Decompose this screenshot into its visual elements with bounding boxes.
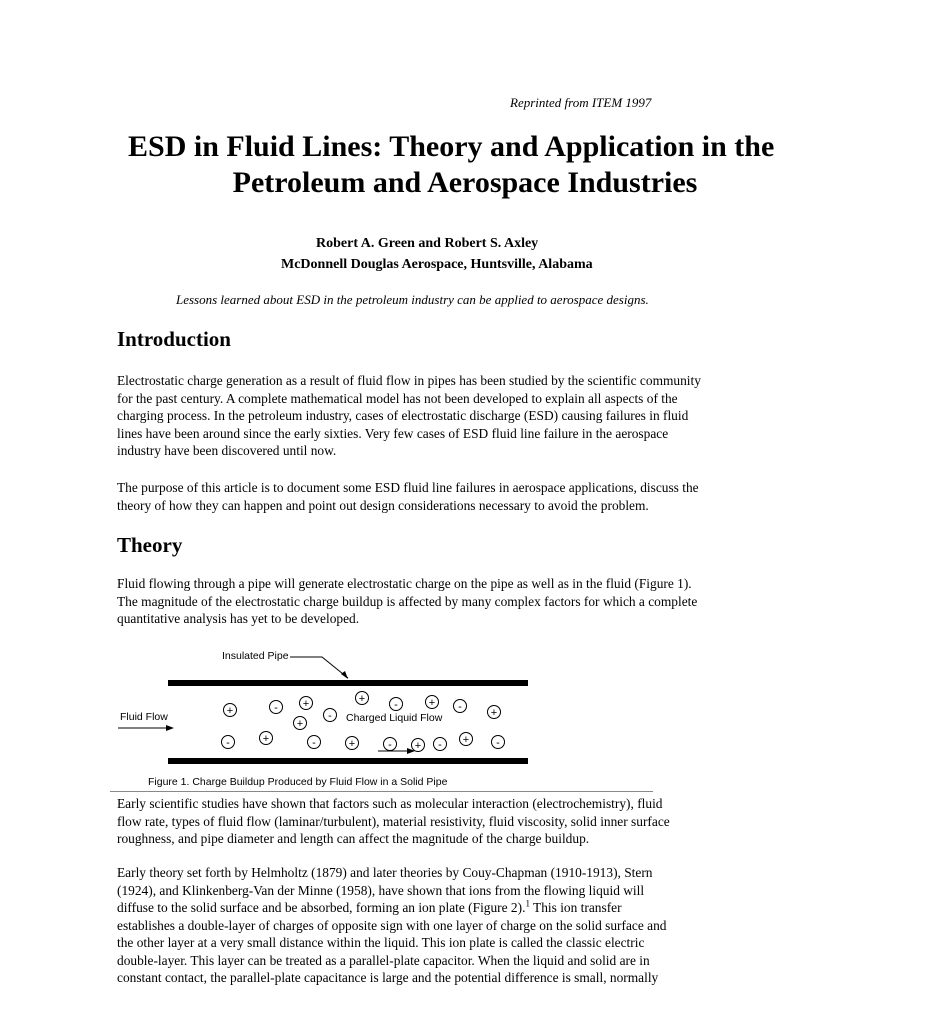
footnote-ref[interactable]: 1 [525, 898, 530, 909]
theory-paragraph-3 [117, 864, 817, 987]
text-segment: diffuse to the solid surface and be absorbed, forming an ion plate (Figure 2). [117, 900, 526, 915]
text-line: charging process. In the petroleum industry, cases of electrostatic discharge (ESD) causing failures in fluid [117, 408, 689, 423]
text-line: The magnitude of the electrostatic charge buildup is affected by many complex factors for which a complete [117, 593, 698, 609]
pipe-top-wall [168, 680, 528, 686]
pipe-bottom-wall [168, 758, 528, 764]
figure-1-diagram [110, 650, 570, 795]
text-line: double-layer. This layer can be treated as a parallel-plate capacitor. When the liquid and solid are in [117, 952, 650, 968]
reprint-note: Reprinted from ITEM 1997 [510, 95, 652, 110]
plus-sign: + [226, 705, 234, 717]
theory-heading: Theory [117, 533, 183, 557]
intro-paragraph-2 [117, 479, 817, 514]
fluid-flow-label: Fluid Flow [120, 711, 168, 723]
text-line: establishes a double-layer of charges of opposite sign with one layer of charge on the solid surface and [117, 917, 667, 933]
authors: Robert A. Green and Robert S. Axley [316, 236, 539, 251]
title-line-1: ESD in Fluid Lines: Theory and Application in the [128, 130, 775, 163]
plus-sign: + [348, 738, 356, 750]
text-line: Electrostatic charge generation as a result of fluid flow in pipes has been studied by the scientific community [117, 373, 701, 388]
text-line: for the past century. A complete mathematical model has not been developed to explain all aspects of the [117, 390, 678, 406]
text-line: theory of how they can happen and point out design considerations necessary to avoid the problem. [117, 497, 649, 513]
figure-1 [110, 650, 570, 795]
insulated-pipe-leader [290, 657, 348, 678]
insulated-pipe-arrowhead [341, 671, 348, 679]
plus-sign: + [302, 698, 310, 710]
theory-paragraph-1 [117, 575, 817, 628]
minus-sign: - [458, 701, 462, 713]
lessons-tagline: Lessons learned about ESD in the petroleum industry can be applied to aerospace designs. [176, 292, 649, 307]
plus-sign: + [262, 733, 270, 745]
insulated-pipe-label: Insulated Pipe [222, 650, 289, 662]
minus-sign: - [328, 710, 332, 722]
minus-sign: - [394, 699, 398, 711]
text-line: (1924), and Klinkenberg-Van der Minne (1958), have shown that ions from the flowing liquid will [117, 882, 645, 898]
plus-sign: + [462, 734, 470, 746]
plus-sign: + [414, 740, 422, 752]
minus-sign: - [226, 737, 230, 749]
text-line [117, 899, 817, 917]
introduction-heading: Introduction [117, 327, 231, 351]
text-line: Early theory set forth by Helmholtz (1879) and later theories by Couy-Chapman (1910-1913), Stern [117, 865, 653, 880]
text-line: industry have been discovered until now. [117, 443, 337, 458]
text-line: The purpose of this article is to document some ESD fluid line failures in aerospace applications, discuss the [117, 480, 699, 495]
plus-sign: + [296, 718, 304, 730]
text-line: roughness, and pipe diameter and length can affect the magnitude of the charge buildup. [117, 831, 590, 846]
plus-sign: + [490, 707, 498, 719]
affiliation: McDonnell Douglas Aerospace, Huntsville, Alabama [281, 257, 593, 272]
title-line-2: Petroleum and Aerospace Industries [232, 166, 698, 199]
text-line: the other layer at a very small distance within the liquid. This ion plate is called the classic electric [117, 935, 645, 950]
plus-sign: + [358, 693, 366, 705]
text-line: lines have been around since the early sixties. Very few cases of ESD fluid line failure in the aerospace [117, 425, 669, 441]
charged-flow-label: Charged Liquid Flow [346, 712, 443, 724]
text-line: flow rate, types of fluid flow (laminar/turbulent), material resistivity, fluid viscosity, solid inner surface [117, 813, 670, 829]
text-line: constant contact, the parallel-plate capacitance is large and the potential difference is small, normally [117, 970, 659, 985]
text-line: quantitative analysis has yet to be developed. [117, 611, 360, 626]
fluid-flow-arrowhead [166, 725, 174, 731]
text-line: Fluid flowing through a pipe will generate electrostatic charge on the pipe as well as in the fluid (Figure 1). [117, 576, 692, 591]
intro-paragraph-1 [117, 372, 817, 460]
plus-sign: + [428, 697, 436, 709]
minus-sign: - [496, 737, 500, 749]
figure-1-caption: Figure 1. Charge Buildup Produced by Fluid Flow in a Solid Pipe [148, 776, 448, 788]
theory-paragraph-2 [117, 795, 817, 848]
minus-sign: - [312, 737, 316, 749]
text-segment: This ion transfer [533, 900, 622, 915]
minus-sign: - [438, 739, 442, 751]
figure-divider [110, 791, 653, 792]
minus-sign: - [274, 702, 278, 714]
minus-sign: - [388, 739, 392, 751]
text-line: Early scientific studies have shown that factors such as molecular interaction (electrochemistry), fluid [117, 796, 663, 811]
